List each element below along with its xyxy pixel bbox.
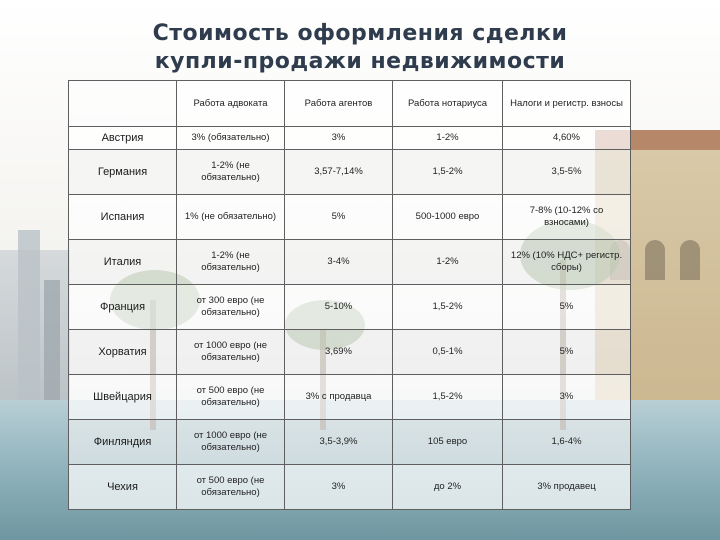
table-cell: 1-2%	[393, 127, 503, 150]
table-row	[69, 150, 631, 195]
table-cell: 5%	[285, 195, 393, 240]
country-cell: Чехия	[69, 464, 177, 509]
header-cell: Работа нотариуса	[393, 81, 503, 127]
country-cell: Италия	[69, 240, 177, 285]
country-cell: Австрия	[69, 127, 177, 150]
table-row	[69, 375, 631, 420]
table-cell: 1,5-2%	[393, 375, 503, 420]
table-cell: 7-8% (10-12% со взносами)	[503, 195, 631, 240]
table-cell: 3% с продавца	[285, 375, 393, 420]
table-cell: 3%	[503, 375, 631, 420]
table-row	[69, 464, 631, 509]
header-row	[69, 81, 631, 127]
country-cell: Франция	[69, 285, 177, 330]
table-row	[69, 420, 631, 465]
header-cell: Работа агентов	[285, 81, 393, 127]
table-cell: 3,5-3,9%	[285, 420, 393, 465]
table-cell: 5-10%	[285, 285, 393, 330]
table-cell: 1,5-2%	[393, 150, 503, 195]
table-cell: от 1000 евро (не обязательно)	[177, 420, 285, 465]
table-cell: 1-2% (не обязательно)	[177, 150, 285, 195]
title-line-2: купли-продажи недвижимости	[154, 49, 566, 74]
table-row	[69, 330, 631, 375]
table-cell: 1-2%	[393, 240, 503, 285]
table-cell: 3%	[285, 464, 393, 509]
table-cell: от 500 евро (не обязательно)	[177, 375, 285, 420]
table-cell: 3-4%	[285, 240, 393, 285]
table-row	[69, 127, 631, 150]
country-cell: Испания	[69, 195, 177, 240]
header-cell-corner	[69, 81, 177, 127]
table-cell: 3,57-7,14%	[285, 150, 393, 195]
table-row	[69, 195, 631, 240]
header-cell: Налоги и регистр. взносы	[503, 81, 631, 127]
table-cell: 105 евро	[393, 420, 503, 465]
table-cell: 3% продавец	[503, 464, 631, 509]
table-cell: 500-1000 евро	[393, 195, 503, 240]
table-cell: 1-2% (не обязательно)	[177, 240, 285, 285]
table-cell: 5%	[503, 285, 631, 330]
table-cell: 1,6-4%	[503, 420, 631, 465]
country-cell: Германия	[69, 150, 177, 195]
table-row	[69, 240, 631, 285]
table-cell: от 500 евро (не обязательно)	[177, 464, 285, 509]
table-cell: 3,69%	[285, 330, 393, 375]
table-cell: 3%	[285, 127, 393, 150]
page-title	[0, 20, 720, 76]
table-cell: 3,5-5%	[503, 150, 631, 195]
table-cell: 4,60%	[503, 127, 631, 150]
country-cell: Хорватия	[69, 330, 177, 375]
country-cell: Швейцария	[69, 375, 177, 420]
table-cell: 3% (обязательно)	[177, 127, 285, 150]
title-line-1: Стоимость оформления сделки	[152, 21, 568, 46]
table-row	[69, 285, 631, 330]
country-cell: Финляндия	[69, 420, 177, 465]
table-cell: до 2%	[393, 464, 503, 509]
table-cell: от 1000 евро (не обязательно)	[177, 330, 285, 375]
table-cell: 1,5-2%	[393, 285, 503, 330]
table-cell: 1% (не обязательно)	[177, 195, 285, 240]
table-cell: 12% (10% НДС+ регистр. сборы)	[503, 240, 631, 285]
table-cell: 0,5-1%	[393, 330, 503, 375]
table-cell: 5%	[503, 330, 631, 375]
header-cell: Работа адвоката	[177, 81, 285, 127]
table-cell: от 300 евро (не обязательно)	[177, 285, 285, 330]
cost-table	[68, 80, 631, 510]
